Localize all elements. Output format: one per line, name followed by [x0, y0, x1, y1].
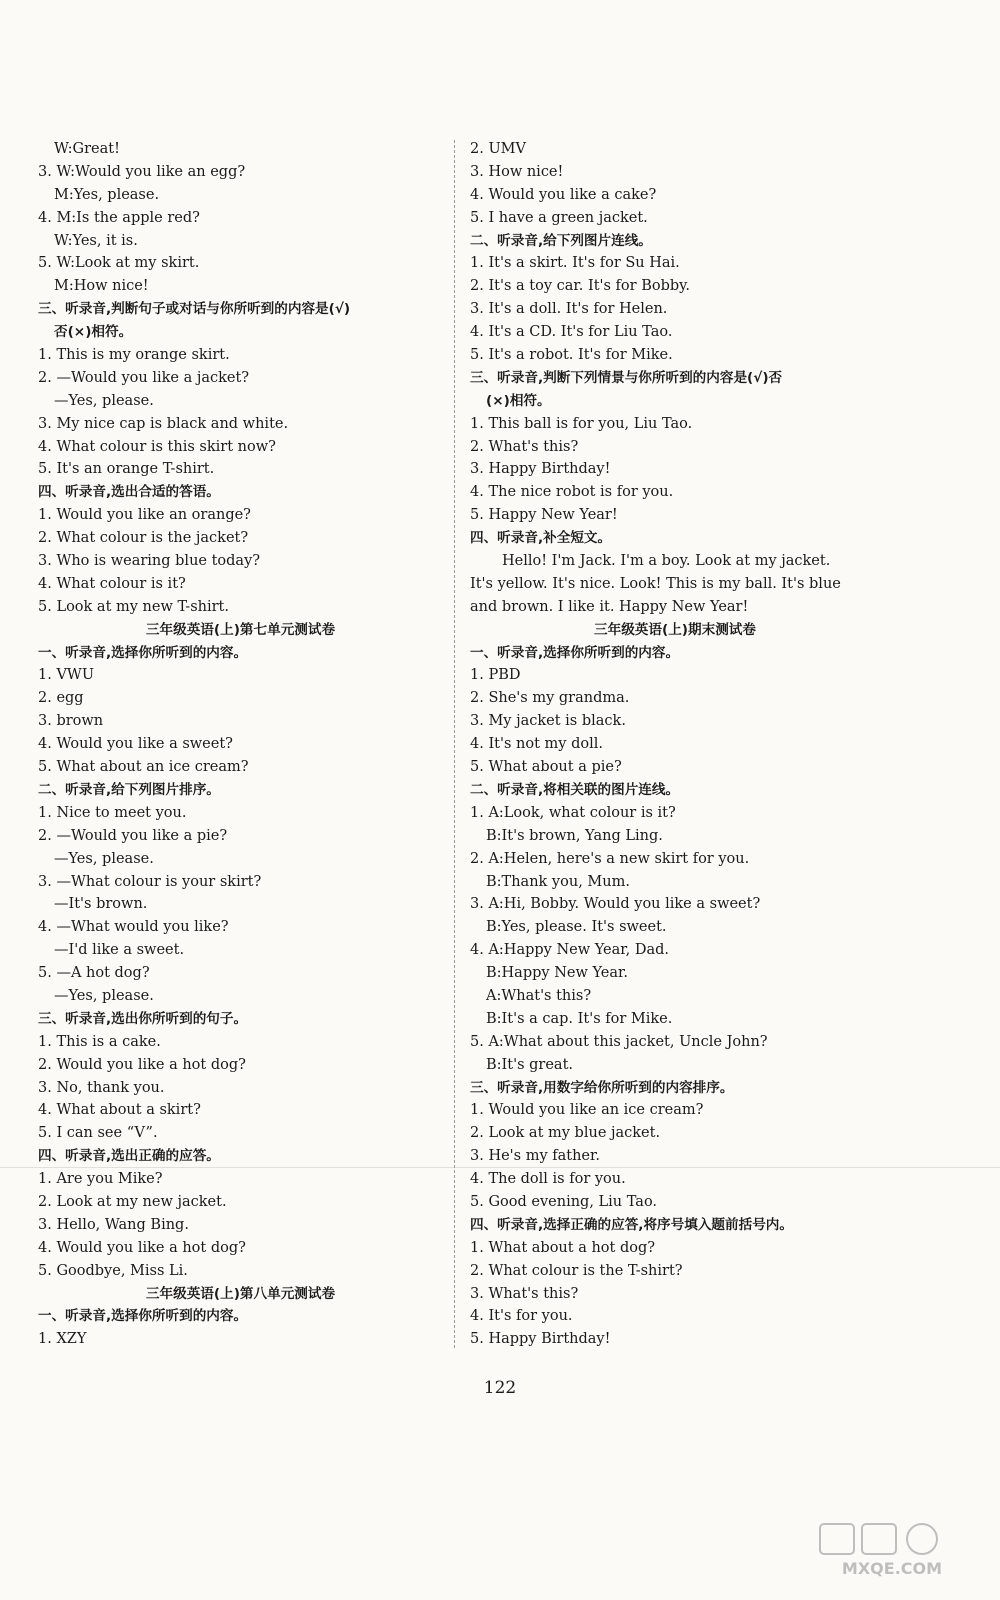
- passage-line-indented: Hello! I'm Jack. I'm a boy. Look at my jacket.: [502, 553, 831, 570]
- text-line-indented: —Yes, please.: [54, 850, 154, 867]
- section-heading: 二、听录音,给下列图片连线。: [470, 232, 652, 249]
- text-line-indented: B:Happy New Year.: [486, 965, 628, 982]
- text-line-indented: M:Yes, please.: [54, 186, 160, 203]
- text-line: 2. A:Helen, here's a new skirt for you.: [470, 850, 750, 867]
- text-line: 5. What about an ice cream?: [38, 759, 249, 776]
- text-line: 1. It's a skirt. It's for Su Hai.: [470, 255, 680, 272]
- text-line: 5. W:Look at my skirt.: [38, 255, 200, 272]
- text-line: 1. Nice to meet you.: [38, 804, 187, 821]
- test-title: 三年级英语(上)期末测试卷: [594, 621, 756, 638]
- text-line: 4. What colour is it?: [38, 575, 186, 592]
- text-line: 1. XZY: [38, 1331, 87, 1348]
- section-heading: 一、听录音,选择你所听到的内容。: [38, 1308, 248, 1325]
- test-title: 三年级英语(上)第八单元测试卷: [145, 1285, 336, 1302]
- right-column: [470, 138, 880, 1351]
- text-line: 2. What's this?: [470, 438, 579, 455]
- text-line: 5. Happy Birthday!: [470, 1331, 611, 1348]
- text-line: 4. M:Is the apple red?: [38, 209, 200, 226]
- text-line: 2. It's a toy car. It's for Bobby.: [470, 278, 691, 295]
- text-line: 5. A:What about this jacket, Uncle John?: [470, 1033, 768, 1050]
- text-line-indented: —I'd like a sweet.: [54, 942, 185, 959]
- text-line-indented: B:It's great.: [486, 1056, 574, 1073]
- text-line: 3. My jacket is black.: [470, 713, 626, 730]
- text-line: 2. Look at my blue jacket.: [470, 1125, 661, 1142]
- watermark-logo: [812, 1520, 982, 1580]
- text-line: 3. He's my father.: [470, 1148, 600, 1165]
- text-line-indented: B:Thank you, Mum.: [486, 873, 630, 890]
- text-line: 2. —Would you like a pie?: [38, 827, 228, 844]
- text-line: 5. It's an orange T-shirt.: [38, 461, 215, 478]
- text-line: 2. Look at my new jacket.: [38, 1193, 227, 1210]
- text-line: 3. Hello, Wang Bing.: [38, 1216, 189, 1233]
- text-line: 1. What about a hot dog?: [470, 1239, 656, 1256]
- text-line-indented: —It's brown.: [54, 896, 148, 913]
- text-line: 4. It's a CD. It's for Liu Tao.: [470, 324, 673, 341]
- text-line: 1. VWU: [38, 667, 95, 684]
- text-line: 3. What's this?: [470, 1285, 579, 1302]
- text-line: 4. It's not my doll.: [470, 736, 603, 753]
- text-line: 2. —Would you like a jacket?: [38, 369, 250, 386]
- section-heading: 四、听录音,选择正确的应答,将序号填入题前括号内。: [470, 1216, 793, 1233]
- text-line: 4. Would you like a hot dog?: [38, 1239, 246, 1256]
- text-line-indented: W:Great!: [54, 141, 120, 157]
- text-line: 4. A:Happy New Year, Dad.: [470, 942, 669, 959]
- section-heading: 三、听录音,用数字给你所听到的内容排序。: [470, 1079, 734, 1096]
- text-line: 1. Would you like an ice cream?: [470, 1102, 704, 1119]
- text-line: 5. It's a robot. It's for Mike.: [470, 347, 673, 364]
- text-line: 5. Goodbye, Miss Li.: [38, 1262, 188, 1279]
- section-heading: 三、听录音,判断下列情景与你所听到的内容是(√)否: [470, 369, 783, 386]
- text-line: 3. A:Hi, Bobby. Would you like a sweet?: [470, 896, 761, 913]
- text-line: 3. My nice cap is black and white.: [38, 415, 289, 432]
- text-line-indented: M:How nice!: [54, 278, 149, 295]
- text-line: 5. Happy New Year!: [470, 507, 618, 524]
- left-column: [38, 138, 443, 1351]
- text-line: 1. This ball is for you, Liu Tao.: [470, 415, 693, 432]
- column-divider: [454, 140, 455, 1348]
- text-line: 5. Look at my new T-shirt.: [38, 598, 229, 615]
- text-line: 2. What colour is the T-shirt?: [470, 1262, 683, 1279]
- text-line: 3. It's a doll. It's for Helen.: [470, 301, 668, 318]
- text-line: 3. brown: [38, 713, 104, 730]
- text-line: 3. Who is wearing blue today?: [38, 553, 261, 570]
- text-line: 4. It's for you.: [470, 1308, 573, 1325]
- text-line: 1. A:Look, what colour is it?: [470, 804, 676, 821]
- text-line: 2. What colour is the jacket?: [38, 530, 249, 547]
- text-line: 3. W:Would you like an egg?: [38, 163, 246, 180]
- text-line: 4. The doll is for you.: [470, 1171, 626, 1188]
- text-line: 2. egg: [38, 690, 84, 707]
- text-line: 5. —A hot dog?: [38, 965, 150, 982]
- text-line-indented: —Yes, please.: [54, 392, 154, 409]
- text-line-indented: A:What's this?: [486, 987, 592, 1004]
- text-line-indented: B:It's brown, Yang Ling.: [486, 827, 663, 844]
- text-line: 4. The nice robot is for you.: [470, 484, 674, 501]
- text-line: 4. What about a skirt?: [38, 1102, 201, 1119]
- text-line: 4. Would you like a cake?: [470, 186, 657, 203]
- text-line: 4. What colour is this skirt now?: [38, 438, 276, 455]
- passage-line: and brown. I like it. Happy New Year!: [470, 598, 749, 615]
- text-line-indented: W:Yes, it is.: [54, 232, 138, 249]
- passage-line: It's yellow. It's nice. Look! This is my ball. It's blue: [470, 575, 841, 592]
- section-heading: 三、听录音,判断句子或对话与你所听到的内容是(√): [38, 301, 351, 318]
- section-heading: 三、听录音,选出你所听到的句子。: [38, 1010, 248, 1027]
- text-line: 5. What about a pie?: [470, 759, 622, 776]
- section-heading: 四、听录音,选出合适的答语。: [38, 484, 220, 501]
- text-line: 3. How nice!: [470, 163, 564, 180]
- text-line-indented: B:It's a cap. It's for Mike.: [486, 1010, 673, 1027]
- text-line: 5. I can see “V”.: [38, 1125, 158, 1142]
- text-line: 4. Would you like a sweet?: [38, 736, 233, 753]
- text-line: 3. No, thank you.: [38, 1079, 165, 1096]
- section-heading: 二、听录音,给下列图片排序。: [38, 781, 220, 798]
- text-line: 1. This is my orange skirt.: [38, 347, 230, 364]
- section-heading-continued: (×)相符。: [486, 392, 551, 409]
- text-line: 5. I have a green jacket.: [470, 209, 648, 226]
- text-line: 2. UMV: [470, 141, 526, 157]
- text-line: 1. This is a cake.: [38, 1033, 161, 1050]
- text-line-indented: —Yes, please.: [54, 987, 154, 1004]
- text-line: 5. Good evening, Liu Tao.: [470, 1193, 658, 1210]
- text-line-indented: B:Yes, please. It's sweet.: [486, 919, 667, 936]
- text-line: 1. Would you like an orange?: [38, 507, 251, 524]
- section-heading: 一、听录音,选择你所听到的内容。: [470, 644, 680, 661]
- section-heading: 一、听录音,选择你所听到的内容。: [38, 644, 248, 661]
- text-line: 2. She's my grandma.: [470, 690, 630, 707]
- text-line: 3. —What colour is your skirt?: [38, 873, 262, 890]
- text-line: 3. Happy Birthday!: [470, 461, 611, 478]
- section-heading: 四、听录音,补全短文。: [470, 530, 612, 547]
- test-title: 三年级英语(上)第七单元测试卷: [145, 621, 336, 638]
- section-heading-continued: 否(×)相符。: [54, 324, 133, 341]
- text-line: 1. Are you Mike?: [38, 1171, 163, 1188]
- section-heading: 二、听录音,将相关联的图片连线。: [470, 781, 680, 798]
- watermark-text: MXQE.COM: [841, 1559, 943, 1578]
- text-line: 2. Would you like a hot dog?: [38, 1056, 246, 1073]
- page-number: 122: [483, 1378, 517, 1398]
- text-line: 1. PBD: [470, 667, 521, 684]
- text-line: 4. —What would you like?: [38, 919, 229, 936]
- section-heading: 四、听录音,选出正确的应答。: [38, 1148, 220, 1165]
